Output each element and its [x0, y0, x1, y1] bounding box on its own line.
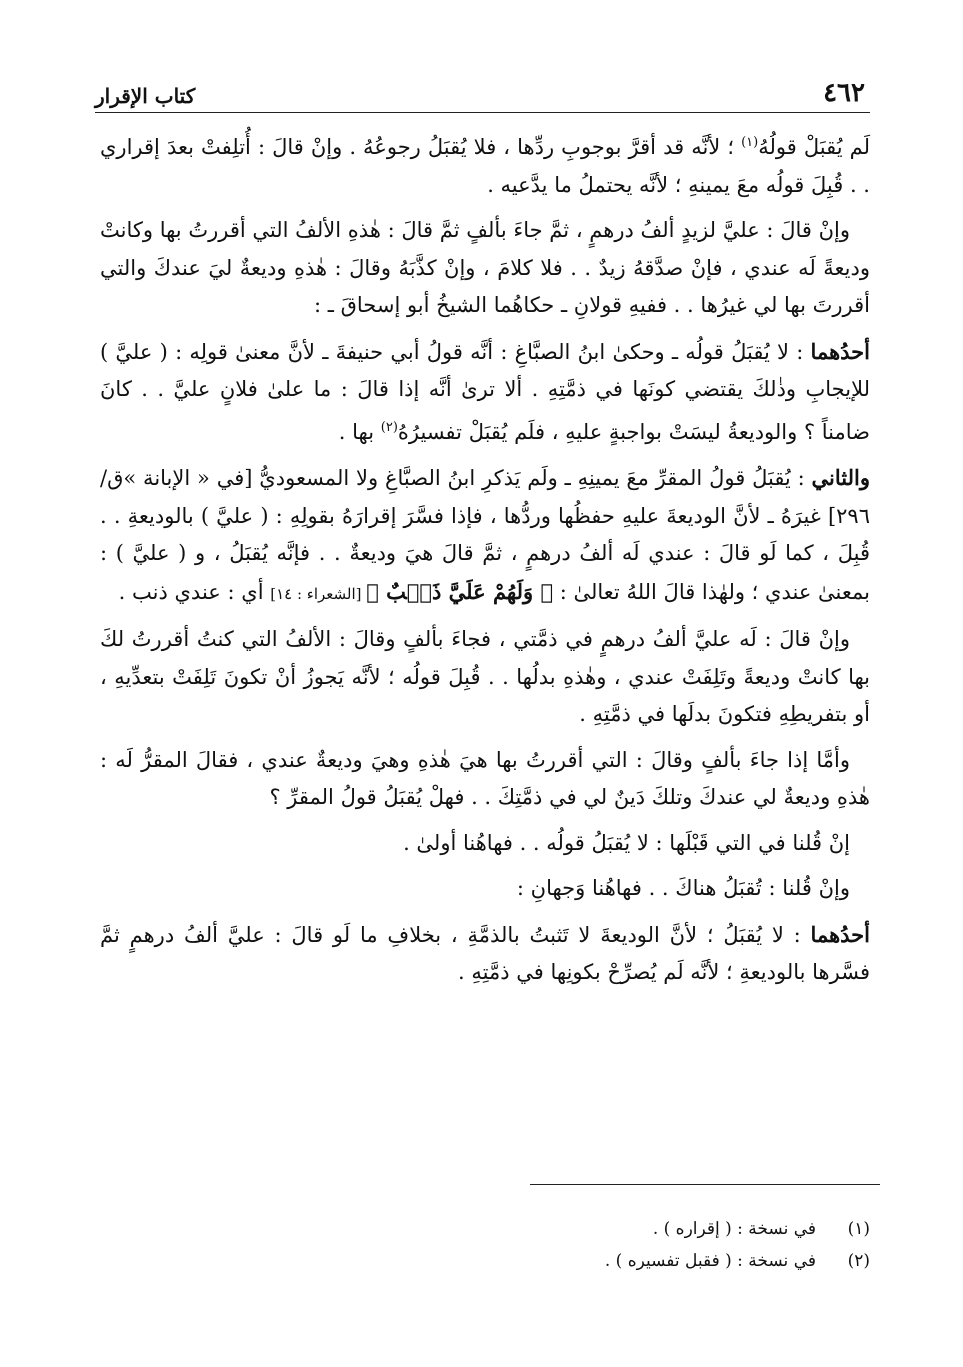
paragraph-text: لَم يُقبَلْ قولُهُ — [758, 135, 870, 159]
paragraph-text: : لا يُقبَلُ ؛ لأنَّ الوديعةَ لا تَثبتُ بالذمَّةِ ، بخلافِ ما لَو قالَ : عليَّ ألفُ درهمٍ ثمَّ فسَّرها بالوديعةِ ؛ لأنَّه لَم يُصرِّحْ بكونِها في ذمَّتِهِ . — [100, 922, 870, 984]
paragraph-text: : يُقبَلُ قولُ المقرِّ معَ يمينِهِ ـ ولَم يَذكرِ ابنُ الصبَّاغِ ولا المسعوديُّ [في « الإبانة »ق/٢٩٦] غيرَهُ ـ لأنَّ الوديعةَ عليهِ حفظُها وردُّها ، فإذا فسَّرَ إقرارَهُ بقولِهِ : ( عليَّ ) بالوديعةِ . . قُبِلَ ، كما لَو قالَ : عندي لَه ألفُ درهمٍ ، ثمَّ قالَ هيَ وديعةٌ . . فإنَّه يُقبَلُ ، و ( عليَّ ) : بمعنىٰ عندي ؛ ولهٰذا قالَ اللهُ تعالىٰ : — [100, 466, 870, 604]
paragraph-lead: أحدُهما — [810, 921, 870, 947]
paragraph — [100, 212, 870, 325]
footnote-marker[interactable]: (٢) — [380, 419, 398, 435]
paragraph-text: وأمَّا إذا جاءَ بألفٍ وقالَ : التي أقررتُ بها هيَ هٰذهِ وهيَ وديعةٌ عندي ، فقالَ المقرُّ لَه : هٰذهِ وديعةٌ لي عندكَ وتلكَ دَينٌ لي في ذمَّتِكَ . . فهلْ يُقبَلُ قولُ المقرِّ ؟ — [100, 747, 870, 809]
paragraph — [100, 459, 870, 613]
quran-verse: ﴿ وَلَهُمْ عَلَيَّ ذَنۢبٌ ﴾ — [366, 578, 554, 604]
paragraph-text: وإنْ قُلنا : تُقبَلُ هناكَ . . فهاهُنا وَجهانِ : — [516, 876, 850, 900]
footnote-text: في نسخة : ( فقبل تفسيره ) . — [604, 1251, 816, 1271]
paragraph-text: بها . — [338, 419, 381, 444]
paragraph-text: وإنْ قالَ : عليَّ لزيدٍ ألفُ درهمٍ ، ثمَّ جاءَ بألفٍ ثمَّ قالَ : هٰذهِ الألفُ التي أقررتُ بها وكانتْ وديعةً لَه عندي ، فإنْ صدَّقهُ زيدٌ . . فلا كلامَ ، وإنْ كذَّبَهُ وقالَ : هٰذهِ وديعةٌ ليَ عندكَ والتي أقررتَ بها لي غيرُها . . ففيهِ قولانِ ـ حكاهُما الشيخُ أبو إسحاقَ ـ : — [100, 218, 870, 317]
paragraph — [100, 124, 870, 204]
verse-reference: [الشعراء : ١٤] — [270, 584, 367, 603]
paragraph — [100, 825, 870, 863]
paragraph-text: أي : عندي ذنب . — [118, 579, 271, 604]
paragraph — [100, 870, 870, 908]
paragraph-text: إنْ قُلنا في التي قَبْلَها : لا يُقبَلُ قولُه . . فهاهُنا أولىٰ . — [403, 830, 850, 855]
footnote-number: (١) — [847, 1219, 870, 1239]
footnote-number: (٢) — [847, 1251, 870, 1271]
book-title: كتاب الإقرار — [95, 84, 196, 108]
footnote-marker[interactable]: (١) — [741, 135, 759, 150]
paragraph-lead: والثاني — [811, 465, 870, 490]
footnote-rule — [530, 1184, 880, 1185]
paragraph — [100, 916, 870, 992]
header-rule — [95, 112, 870, 113]
footnote — [300, 1245, 870, 1277]
paragraph-text: ؛ لأنَّه قد أقرَّ بوجوبِ ردِّها ، فلا يُقبَلُ رجوعُهُ . وإنْ قالَ : أُتلِفتْ بعدَ إقراري . . قُبِلَ قولُه معَ يمينهِ ؛ لأنَّه يحتملُ ما يدَّعيه . — [100, 135, 870, 197]
body-text — [100, 124, 870, 1000]
page-header — [95, 78, 865, 108]
paragraph — [100, 333, 870, 452]
footnote-text: في نسخة : ( إقراره ) . — [652, 1219, 816, 1239]
paragraph-text: وإنْ قالَ : لَه عليَّ ألفُ درهمٍ في ذمَّتي ، فجاءَ بألفٍ وقالَ : الألفُ التي كنتُ أقررتُ لكَ بها كانتْ وديعةً وتَلِفَتْ عندي ، وهٰذهِ بدلُها . . قُبِلَ قولُه ؛ لأنَّه يَجوزُ أنْ تكونَ تَلِفَتْ بتعدِّيهِ ، أو بتفريطِهِ فتكونَ بدلَها في ذمَّتِهِ . — [100, 627, 870, 726]
paragraph — [100, 742, 870, 817]
page-number: ٤٦٢ — [823, 78, 865, 108]
footnotes — [300, 1213, 870, 1277]
paragraph-text: : لا يُقبَلُ قولُه ـ وحكىٰ ابنُ الصبَّاغِ : أنَّه قولُ أبي حنيفةَ ـ لأنَّ معنىٰ قولِه : ( عليَّ ) للإيجابِ وذٰلكَ يقتضي كونَها في ذمَّتِهِ . ألا ترىٰ أنَّه إذا قالَ : ما علىٰ فلانٍ عليَّ . . كانَ ضامناً ؟ والوديعةُ ليسَتْ بواجبةٍ عليهِ ، فلَم يُقبَلْ تفسيرُهُ — [100, 339, 870, 444]
footnote — [300, 1213, 870, 1245]
paragraph — [100, 621, 870, 734]
paragraph-lead: أحدُهما — [810, 338, 870, 364]
